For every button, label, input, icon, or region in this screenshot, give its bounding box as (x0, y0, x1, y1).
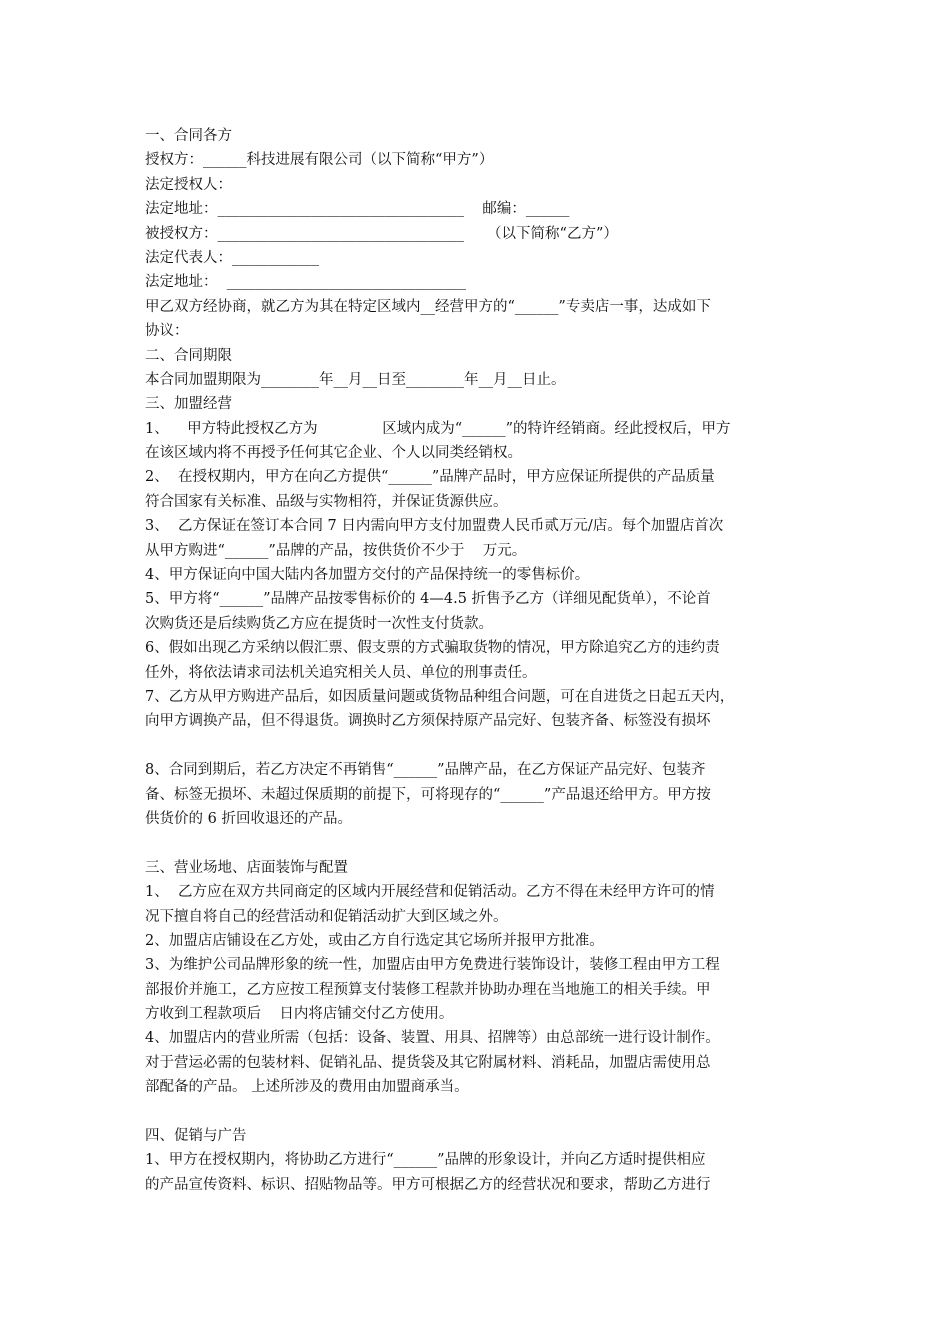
text-line: 在该区域内将不再授予任何其它企业、个人以同类经销权。 (145, 445, 522, 462)
text-line: 部配备的产品。 上述所涉及的费用由加盟商承当。 (145, 1079, 469, 1096)
text-line: 授权方：______科技进展有限公司（以下简称“甲方”） (145, 152, 494, 169)
blank-line (145, 831, 813, 855)
text-line: 部报价并施工，乙方应按工程预算支付装修工程款并协助办理在当地施工的相关手续。甲 (145, 981, 711, 998)
text-line: 符合国家有关标准、品级与实物相符，并保证货源供应。 (145, 493, 508, 510)
text-line: 本合同加盟期限为________年__月__日至________年__月__日止。 (145, 371, 566, 388)
text-line: 四、促销与广告 (145, 1128, 247, 1145)
text-line: 2、 在授权期内，甲方在向乙方提供“______”品牌产品时，甲方应保证所提供的产品质量 (145, 469, 715, 486)
text-line: 二、合同期限 (145, 347, 232, 364)
text-line: 2、加盟店店铺设在乙方处，或由乙方自行选定其它场所并报甲方批准。 (145, 932, 604, 949)
text-line: 方收到工程款项后 日内将店铺交付乙方使用。 (145, 1006, 454, 1023)
text-line: 7、乙方从甲方购进产品后，如因质量问题或货物品种组合问题，可在自进货之日起五天内， (145, 688, 735, 705)
text-line: 从甲方购进“______”品牌的产品，按供货价不少于 万元。 (145, 542, 527, 559)
text-line: 3、为维护公司品牌形象的统一性，加盟店由甲方免费进行装饰设计，装修工程由甲方工程 (145, 957, 720, 974)
text-line: 1、 甲方特此授权乙方为 区域内成为“______”的特许经销商。经此授权后，甲方 (145, 420, 731, 437)
text-line: 供货价的 6 折回收退还的产品。 (145, 810, 352, 827)
text-line: 三、加盟经营 (145, 396, 232, 413)
text-line: 3、 乙方保证在签订本合同 7 日内需向甲方支付加盟费人民币贰万元/店。每个加盟店首次 (145, 518, 724, 535)
text-line: 三、营业场地、店面装饰与配置 (145, 859, 348, 876)
text-line: 的产品宣传资料、标识、招贴物品等。甲方可根据乙方的经营状况和要求，帮助乙方进行 (145, 1176, 711, 1193)
text-line: 8、合同到期后，若乙方决定不再销售“______”品牌产品，在乙方保证产品完好、包装齐 (145, 762, 706, 779)
contract-body (145, 124, 813, 1197)
blank-line (145, 734, 813, 758)
text-line: 任外，将依法请求司法机关追究相关人员、单位的刑事责任。 (145, 664, 537, 681)
text-line: 法定地址：__________________________________ 邮编：______ (145, 201, 570, 218)
text-line: 被授权方：__________________________________ （以下简称“乙方”） (145, 225, 618, 242)
text-line: 1、甲方在授权期内，将协助乙方进行“______”品牌的形象设计，并向乙方适时提供相应 (145, 1152, 706, 1169)
text-line: 法定代表人：____________ (145, 249, 319, 266)
text-line: 4、甲方保证向中国大陆内各加盟方交付的产品保持统一的零售标价。 (145, 567, 590, 584)
text-line: 向甲方调换产品，但不得退货。调换时乙方须保持原产品完好、包装齐备、标签没有损坏 (145, 713, 711, 730)
text-line: 况下擅自将自己的经营活动和促销活动扩大到区域之外。 (145, 908, 508, 925)
text-line: 备、标签无损坏、未超过保质期的前提下，可将现存的“______”产品退还给甲方。甲方按 (145, 786, 711, 803)
text-line: 法定授权人： (145, 176, 232, 193)
text-line: 法定地址： _________________________________ (145, 274, 466, 291)
text-line: 4、加盟店内的营业所需（包括：设备、装置、用具、招牌等）由总部统一进行设计制作。 (145, 1030, 720, 1047)
text-line: 6、假如出现乙方采纳以假汇票、假支票的方式骗取货物的情况，甲方除追究乙方的违约责 (145, 640, 720, 657)
text-line: 一、合同各方 (145, 128, 232, 144)
text-line: 甲乙双方经协商，就乙方为其在特定区域内__经营甲方的“______”专卖店一事，达成如下 (145, 298, 711, 315)
blank-line (145, 1100, 813, 1124)
text-line: 对于营运必需的包装材料、促销礼品、提货袋及其它附属材料、消耗品，加盟店需使用总 (145, 1054, 711, 1071)
text-line: 1、 乙方应在双方共同商定的区域内开展经营和促销活动。乙方不得在未经甲方许可的情 (145, 884, 715, 901)
text-line: 次购货还是后续购货乙方应在提货时一次性支付货款。 (145, 615, 493, 632)
text-line: 5、甲方将“______”品牌产品按零售标价的 4—4.5 折售予乙方（详细见配货单），不论首 (145, 591, 711, 608)
text-line: 协议： (145, 323, 189, 340)
